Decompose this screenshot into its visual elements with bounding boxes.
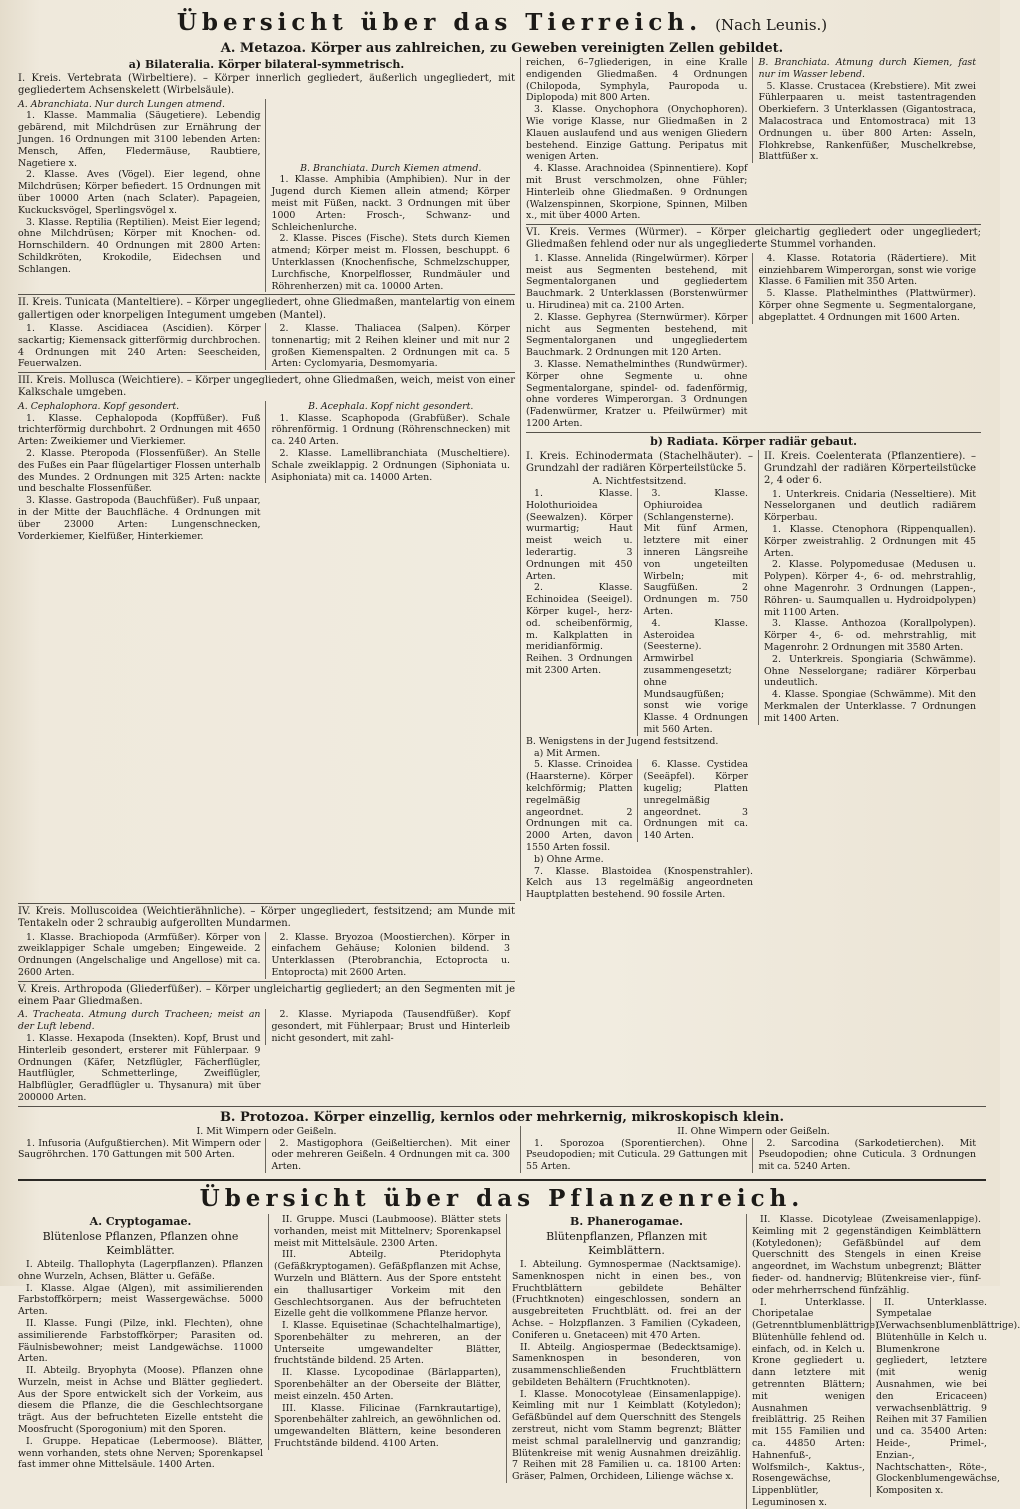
amphibia-entry: 1. Klasse. Amphibia (Amphibien). Nur in der Jugend durch Kiemen allein atmend; Körper meist mit Füßen, nackt. 3 Ordnungen mit über 1000 Arten: Frosch-, Schwanz- und Schleichenlurche.	[271, 174, 510, 233]
branchiata-arthropoda-heading: B. Branchiata. Atmung durch Kiemen, fast nur im Wasser lebend.	[758, 57, 976, 80]
acephala-heading: B. Acephala. Kopf nicht gesondert.	[308, 400, 474, 412]
cryptogamae-heading: A. Cryptogamae.	[89, 1214, 192, 1228]
pisces-entry: 2. Klasse. Pisces (Fische). Stets durch Kiemen atmend; Körper meist m. Flossen, beschuppt. 6 Unterklassen (Knochenfische, Schmelzschupper, Lurchfische, Knorpelflosser, Rundmäuler und Röhrenherzen) mit ca. 10000 Arten.	[271, 233, 510, 292]
vertebrata-kreis: I. Kreis. Vertebrata (Wirbeltiere). – Körper innerlich gegliedert, äußerlich ungegliedert, mit gegliedertem Achsenskelett (Wirbelsäule).	[18, 73, 515, 97]
coelenterata-kreis: II. Kreis. Coelenterata (Pflanzentiere). – Grundzahl der radiären Körperteilstücke 2, 4 oder 6.	[764, 450, 976, 487]
lamellibranchiata-entry: 2. Klasse. Lamellibranchiata (Muscheltiere). Schale zweiklappig. 2 Ordnungen (Siphoniata u. Asiphoniata) mit ca. 14000 Arten.	[271, 447, 510, 483]
myriapoda-entry: 2. Klasse. Myriapoda (Tausendfüßer). Kopf gesondert, mit Fühlerpaar; Brust und Hinterleib nicht gesondert, mit zahl-	[271, 1009, 510, 1044]
holothurioidea-entry: 1. Klasse. Holothurioidea (Seewalzen). Körper wurmartig; Haut meist weich u. lederartig. 3 Ordnungen mit 450 Arten.	[526, 488, 633, 582]
cystidea-entry: 6. Klasse. Cystidea (Seeäpfel). Körper kugelig; Platten unregelmäßig angeordnet. 3 Ordnungen mit ca. 140 Arten.	[643, 759, 748, 842]
pflanzen-column-2	[268, 1214, 506, 1450]
infusoria-entry: 1. Infusoria (Aufgußtierchen). Mit Wimpern oder Saugröhrchen. 170 Gattungen mit 500 Arten.	[18, 1137, 261, 1161]
crinoidea-entry: 5. Klasse. Crinoidea (Haarsterne). Körper kelchförmig; Platten regelmäßig angeordnet. 2 Ordnungen mit ca. 2000 Arten, davon 1550 Arten fossil.	[526, 759, 633, 853]
lycopodinae-entry: II. Klasse. Lycopodinae (Bärlapparten), Sporenbehälter an der Oberseite der Blätter, meist einzeln. 450 Arten.	[274, 1367, 501, 1402]
tier-left-block	[18, 57, 520, 542]
hexapoda-entry: 1. Klasse. Hexapoda (Insekten). Kopf, Brust und Hinterleib gesondert, ersterer mit Fühlerpaar. 9 Ordnungen (Käfer, Netzflügler, Fächerflügler, Hautflügler, Schmetterlinge, Zweiflügler, Halbflügler, Geradflügler u. Thysanura) mit über 200000 Arten.	[18, 1032, 261, 1103]
pflanzen-column-3	[506, 1214, 746, 1483]
tier-right-block	[520, 57, 986, 901]
arachnoidea-entry: 4. Klasse. Arachnoidea (Spinnentiere). Kopf mit Brust verschmolzen, ohne Fühler; Hinterleib ohne Gliedmaßen. 9 Ordnungen (Walzenspinnen, Skorpione, Spinnen, Milben x., mit über 4000 Arten.	[526, 163, 748, 222]
thallophyta-entry: I. Abteilg. Thallophyta (Lagerpflanzen). Pflanzen ohne Wurzeln, Achsen, Blätter u. Gefäße.	[18, 1258, 263, 1282]
cryptogamae-subheading: Blütenlose Pflanzen, Pflanzen ohne Keimblätter.	[42, 1229, 239, 1257]
pflanzen-column-1	[18, 1214, 268, 1471]
reptilia-entry: 3. Klasse. Reptilia (Reptilien). Meist Eier legend; ohne Milchdrüsen; Körper mit Knochen- od. Hornschildern. 40 Ordnungen mit 2800 Arten: Schildkröten, Krokodile, Eidechsen und Schlangen.	[18, 216, 261, 275]
annelida-entry: 1. Klasse. Annelida (Ringelwürmer). Körper meist aus Segmenten bestehend, mit Segmentalorganen und gegliedertem Bauchmark. 2 Unterklassen (Borstenwürmer u. Hirudinea) mit ca. 2100 Arten.	[526, 252, 748, 311]
angiospermae-entry: II. Abteilg. Angiospermae (Bedecktsamige). Samenknospen in besonderen, von zusammenschließenden Fruchtblättern gebildeten Behältern (Fruchtknoten).	[512, 1341, 741, 1388]
ascidiacea-entry: 1. Klasse. Ascidiacea (Ascidien). Körper sackartig; Kiemensack gitterförmig durchbrochen. 4 Ordnungen mit 240 Arten: Seescheiden, Feuerwalzen.	[18, 322, 261, 370]
musci-entry: II. Gruppe. Musci (Laubmoose). Blätter stets vorhanden, meist mit Mittelnerv; Sporenkapsel meist mit Mittelsäule. 2300 Arten.	[274, 1213, 501, 1249]
cephalophora-heading: A. Cephalophora. Kopf gesondert.	[18, 400, 180, 412]
vermes-kreis: VI. Kreis. Vermes (Würmer). – Körper gleichartig gegliedert oder ungegliedert; Gliedmaßen fehlend oder nur als ungegliederte Stummel vorhanden.	[526, 227, 981, 251]
molluscoidea-kreis: IV. Kreis. Molluscoidea (Weichtierähnliche). – Körper ungegliedert, festsitzend; am Munde mit Tentakeln oder 2 schraubig aufgerollten Mundarmen.	[18, 905, 515, 930]
spongiae-entry: 4. Klasse. Spongiae (Schwämme). Mit den Merkmalen der Unterklasse. 7 Ordnungen mit 1400 Arten.	[764, 689, 976, 724]
sarcodina-entry: 2. Sarcodina (Sarkodetierchen). Mit Pseudopodien; ohne Cuticula. 3 Ordnungen mit ca. 5240 Arten.	[758, 1137, 976, 1173]
thaliacea-entry: 2. Klasse. Thaliacea (Salpen). Körper tonnenartig; mit 2 Reihen kleiner und mit nur 2 großen Kiemenspalten. 2 Ordnungen mit ca. 5 Arten: Cyclomyaria, Desmomyaria.	[271, 322, 510, 370]
blastoidea-entry: 7. Klasse. Blastoidea (Knospenstrahler). Kelch aus 13 regelmäßig angeordneten Hauptplatten bestehend. 90 fossile Arten.	[526, 865, 753, 901]
bilateralia-heading: a) Bilateralia. Körper bilateral-symmetrisch.	[128, 58, 405, 71]
echinodermata-kreis: I. Kreis. Echinodermata (Stachelhäuter). – Grundzahl der radiären Körperteilstücke 5.	[526, 450, 753, 474]
metazoa-heading: A. Metazoa. Körper aus zahlreichen, zu Geweben vereinigten Zellen gebildet.	[220, 41, 784, 56]
scaphopoda-entry: 1. Klasse. Scaphopoda (Grabfüßer). Schale röhrenförmig. 1 Ordnung (Röhrenschnecken) mit ca. 240 Arten.	[271, 412, 510, 448]
ophiuroidea-entry: 3. Klasse. Ophiuroidea (Schlangensterne). Mit fünf Armen, letztere mit einer inneren Längsreihe von ungeteilten Wirbeln; mit Saugfüßen. 2 Ordnungen m. 750 Arten.	[643, 488, 748, 618]
bryophyta-entry: II. Abteilg. Bryophyta (Moose). Pflanzen ohne Wurzeln, meist in Achse und Blätter gegliedert. Aus der Spore entwickelt sich der Vorkeim, aus diesem die Pflanze, die die Geschlechtsorgane trägt. Aus der befruchteten Eizelle entsteht die Moosfrucht (Sporogonium) mit den Sporen.	[18, 1365, 263, 1436]
asteroidea-entry: 4. Klasse. Asteroidea (Seesterne). Armwirbel zusammengesetzt; ohne Mundsaugfüßen; sonst wie vorige Klasse. 4 Ordnungen mit 560 Arten.	[643, 617, 748, 736]
choripetalae-entry: I. Unterklasse. Choripetalae (Getrenntblumenblättrige). Blütenhülle fehlend od. einfach, od. in Kelch u. Krone gegliedert u. dann letztere mit getrennten Blättern; mit wenigen Ausnahmen freiblättrig. 25 Reihen mit 155 Familien und ca. 44850 Arten: Hahnenfuß-, Wolfsmilch-, Kaktus-, Rosengewächse, Lippenblütler, Leguminosen x.	[752, 1296, 882, 1509]
arthropoda-kreis: V. Kreis. Arthropoda (Gliederfüßer). – Körper ungleichartig gegliedert; an den Segmenten mit je einem Paar Gliedmaßen.	[18, 983, 515, 1008]
pteropoda-entry: 2. Klasse. Pteropoda (Flossenfüßer). An Stelle des Fußes ein Paar flügelartiger Flossen unterhalb des Mundes. 2 Ordnungen mit 325 Arten: nackte und beschalte Flossenfüßer.	[18, 447, 261, 495]
tierreich-subtitle: (Nach Leunis.)	[715, 16, 828, 34]
rotatoria-entry: 4. Klasse. Rotatoria (Rädertiere). Mit einziehbarem Wimperorgan, sonst wie vorige Klasse. 6 Familien mit 350 Arten.	[758, 252, 976, 288]
tracheata-heading: A. Tracheata. Atmung durch Tracheen; meist an der Luft lebend.	[18, 1009, 261, 1033]
nichtfestsitzend-heading: A. Nichtfestsitzend.	[592, 476, 687, 488]
pflanzenreich-columns	[18, 1213, 1020, 1509]
tunicata-kreis: II. Kreis. Tunicata (Manteltiere). – Körper ungegliedert, ohne Gliedmaßen, mantelartig von einem gallertigen oder knorpeligen Integument umgeben (Mantel).	[18, 297, 515, 321]
aves-entry: 2. Klasse. Aves (Vögel). Eier legend, ohne Milchdrüsen; Körper befiedert. 15 Ordnungen mit über 10000 Arten (nach Sclater). Papageien, Kuckucksvögel, Sperlingsvögel x.	[18, 169, 261, 216]
pteridophyta-entry: III. Abteilg. Pteridophyta (Gefäßkryptogamen). Gefäßpflanzen mit Achse, Wurzeln und Blättern. Aus der Spore entsteht ein thallusartiger Vorkeim mit den Geschlechtsorganen. Aus der befruchteten Eizelle geht die vollkommene Pflanze hervor.	[274, 1249, 501, 1320]
algae-entry: I. Klasse. Algae (Algen), mit assimilierenden Farbstoffkörpern; meist Wassergewächse. 5000 Arten.	[18, 1282, 263, 1318]
protozoa-heading: B. Protozoa. Körper einzellig, kernlos oder mehrkernig, mikroskopisch klein.	[219, 1109, 785, 1125]
pflanzen-column-4	[746, 1213, 1020, 1509]
radiata-heading: b) Radiata. Körper radiär gebaut.	[650, 434, 857, 448]
mammalia-entry: 1. Klasse. Mammalia (Säugetiere). Lebendig gebärend, mit Milchdrüsen zur Ernährung der Jungen. 16 Ordnungen mit 3100 lebenden Arten: Mensch, Affen, Fledermäuse, Raubtiere, Nagetiere x.	[18, 110, 261, 169]
onychophora-entry: 3. Klasse. Onychophora (Onychophoren). Wie vorige Klasse, nur Gliedmaßen in 2 Klauen auslaufend und aus wenigen Gliedern bestehend. Einzige Gattung. Peripatus mit wenigen Arten.	[526, 104, 748, 163]
gastropoda-entry: 3. Klasse. Gastropoda (Bauchfüßer). Fuß unpaar, in der Mitte der Bauchfläche. 4 Ordnungen mit über 23000 Arten: Lungenschnecken, Vorderkiemer, Kielfüßer, Hinterkiemer.	[18, 495, 261, 542]
polypomedusae-entry: 2. Klasse. Polypomedusae (Medusen u. Polypen). Körper 4-, 6- od. mehrstrahlig, ohne Magenrohr. 3 Ordnungen (Lappen-, Röhren- u. Saumquallen u. Hydroidpolypen) mit 1100 Arten.	[764, 559, 976, 618]
phanerogamae-subheading: Blütenpflanzen, Pflanzen mit Keimblättern.	[546, 1229, 707, 1257]
ohne-wimpern-heading: II. Ohne Wimpern oder Geißeln.	[677, 1125, 830, 1137]
abranchiata-heading: A. Abranchiata. Nur durch Lungen atmend.	[18, 98, 225, 110]
filicinae-entry: III. Klasse. Filicinae (Farnkrautartige), Sporenbehälter zahlreich, an gewöhnlichen od. umgewandelten Blättern, keine besonderen Fruchtstände bildend. 4100 Arten.	[274, 1402, 501, 1450]
tierreich-upper-columns	[18, 57, 986, 901]
cephalopoda-entry: 1. Klasse. Cephalopoda (Kopffüßer). Fuß trichterförmig durchbohrt. 2 Ordnungen mit 4650 Arten: Zweikiemer und Vierkiemer.	[18, 412, 261, 448]
ohne-arme-heading: b) Ohne Arme.	[534, 853, 604, 865]
fungi-entry: II. Klasse. Fungi (Pilze, inkl. Flechten), ohne assimilierende Farbstoffkörper; Parasiten od. Fäulnisbewohner; meist Landgewächse. 11000 Arten.	[18, 1317, 263, 1365]
gymnospermae-entry: I. Abteilung. Gymnospermae (Nacktsamige). Samenknospen nicht in einen bes., von Fruchtblättern gebildete Behälter (Fruchtknoten) eingeschlossen, sondern an ausgebreiteten Fruchtblätt. od. frei an der Achse. – Holzpflanzen. 3 Familien (Cykadeen, Coniferen u. Gnetaceen) mit 470 Arten.	[512, 1258, 741, 1341]
mastigophora-entry: 2. Mastigophora (Geißeltierchen). Mit einer oder mehreren Geißeln. 4 Ordnungen mit ca. 300 Arten.	[271, 1137, 510, 1173]
anthozoa-entry: 3. Klasse. Anthozoa (Korallpolypen). Körper 4-, 6- od. mehrstrahlig, mit Magenrohr. 2 Ordnungen mit 3580 Arten.	[764, 618, 976, 653]
monocotyleae-entry: I. Klasse. Monocotyleae (Einsamenlappige). Keimling mit nur 1 Keimblatt (Kotyledon); Gefäßbündel auf dem Querschnitt des Stengels zerstreut, nicht vom Stamm begrenzt; Blätter meist schmal paralellnervig und ganzrandig; Blütenkreise mit wenig Ausnahmen dreizählig. 7 Reihen mit 28 Familien u. ca. 18100 Arten: Gräser, Palmen, Orchideen, Lilienge wächse x.	[512, 1388, 741, 1483]
nemathelminthes-entry: 3. Klasse. Nemathelminthes (Rundwürmer). Körper ohne Segmente u. ohne Segmentalorgane, spindel- od. fadenförmig, ohne vorderes Wimperorgan. 3 Ordnungen (Fadenwürmer, Kratzer u. Pfeilwürmer) mit 1200 Arten.	[526, 358, 748, 429]
mit-wimpern-heading: I. Mit Wimpern oder Geißeln.	[196, 1125, 337, 1137]
tier-lower-left	[18, 901, 986, 1104]
pflanzenreich-title: Übersicht über das Pflanzenreich.	[199, 1184, 805, 1212]
echinoidea-entry: 2. Klasse. Echinoidea (Seeigel). Körper kugel-, herz- od. scheibenförmig, m. Kalkplatten in meridianförmig. Reihen. 3 Ordnungen mit 2300 Arten.	[526, 582, 633, 677]
bryozoa-entry: 2. Klasse. Bryozoa (Moostierchen). Körper in einfachem Gehäuse; Kolonien bildend. 3 Unterklassen (Pterobranchia, Ectoprocta u. Entoprocta) mit 2600 Arten.	[271, 931, 510, 978]
mit-armen-heading: a) Mit Armen.	[534, 747, 601, 759]
hepaticae-entry: I. Gruppe. Hepaticae (Lebermoose). Blätter, wenn vorhanden, stets ohne Nerven; Sporenkapsel fast immer ohne Mittelsäule. 1400 Arten.	[18, 1435, 263, 1471]
myriapoda-continued: reichen, 6–7gliederigen, in eine Kralle endigenden Gliedmaßen. 4 Ordnungen (Chilopoda, Symphyla, Pauropoda u. Diplopoda) mit 800 Arten.	[526, 57, 748, 104]
mollusca-kreis: III. Kreis. Mollusca (Weichtiere). – Körper ungegliedert, ohne Gliedmaßen, weich, meist von einer Kalkschale umgeben.	[18, 375, 515, 399]
spongiaria-unterkreis: 2. Unterkreis. Spongiaria (Schwämme). Ohne Nesselorgane; radiärer Körperbau undeutlich.	[764, 653, 976, 689]
ctenophora-entry: 1. Klasse. Ctenophora (Rippenquallen). Körper zweistrahlig. 2 Ordnungen mit 45 Arten.	[764, 523, 976, 559]
dicotyleae-entry: II. Klasse. Dicotyleae (Zweisamenlappige). Keimling mit 2 gegenständigen Keimblättern (Kotyledonen); Gefäßbündel auf dem Querschnitt des Stengels in einen Kreise angeordnet, im Wachstum unbegrenzt; Blätter fieder- od. handnervig; Blütenkreise vier-, fünf- oder mehrherrschend fünfzählig.	[752, 1213, 981, 1296]
festsitzend-heading: B. Wenigstens in der Jugend festsitzend.	[526, 735, 719, 747]
brachiopoda-entry: 1. Klasse. Brachiopoda (Armfüßer). Körper von zweiklappiger Schale umgeben; Eingeweide. 2 Ordnungen (Angelschalige und Angellose) mit ca. 2600 Arten.	[18, 931, 261, 978]
branchiata-heading: B. Branchiata. Durch Kiemen atmend.	[300, 162, 482, 174]
sympetalae-entry: II. Unterklasse. Sympetalae (Verwachsenblumenblättrige). Blütenhülle in Kelch u. Blumenkrone gegliedert, letztere (mit wenig Ausnahmen, wie bei den Ericaceen) verwachsenblättrig. 9 Reihen mit 37 Familien und ca. 35400 Arten: Heide-, Primel-, Enzian-, Nachtschatten-, Röte-, Glockenblumengewächse, Kompositen x.	[876, 1296, 1020, 1497]
crustacea-entry: 5. Klasse. Crustacea (Krebstiere). Mit zwei Fühlerpaaren u. meist tastentragenden Oberkiefern. 3 Unterklassen (Gigantostraca, Malacostraca und Entomostraca) mit 13 Ordnungen u. über 800 Arten: Asseln, Flohkrebse, Rankenfüßer, Muschelkrebse, Blattfüßer x.	[758, 80, 976, 163]
gephyrea-entry: 2. Klasse. Gephyrea (Sternwürmer). Körper nicht aus Segmenten bestehend, mit Segmentalorganen und ungegliedertem Bauchmark. 2 Ordnungen mit 120 Arten.	[526, 311, 748, 359]
phanerogamae-heading: B. Phanerogamae.	[570, 1214, 683, 1228]
protozoa-columns	[18, 1126, 986, 1173]
sporozoa-entry: 1. Sporozoa (Sporentierchen). Ohne Pseudopodien; mit Cuticula. 29 Gattungen mit 55 Arten.	[526, 1137, 748, 1173]
tierreich-title: Übersicht über das Tierreich. (Nach Leunis.)	[176, 9, 828, 36]
cnidaria-unterkreis: 1. Unterkreis. Cnidaria (Nesseltiere). Mit Nesselorganen und deutlich radiärem Körperbau.	[764, 488, 976, 524]
equisetinae-entry: I. Klasse. Equisetinae (Schachtelhalmartige), Sporenbehälter zu mehreren, an der Unterseite umgewandelter Blätter, fruchtstände bildend. 25 Arten.	[274, 1320, 501, 1367]
plathelminthes-entry: 5. Klasse. Plathelminthes (Plattwürmer). Körper ohne Segmente u. Segmentalorgane, abgeplattet. 4 Ordnungen mit 1600 Arten.	[758, 288, 976, 323]
